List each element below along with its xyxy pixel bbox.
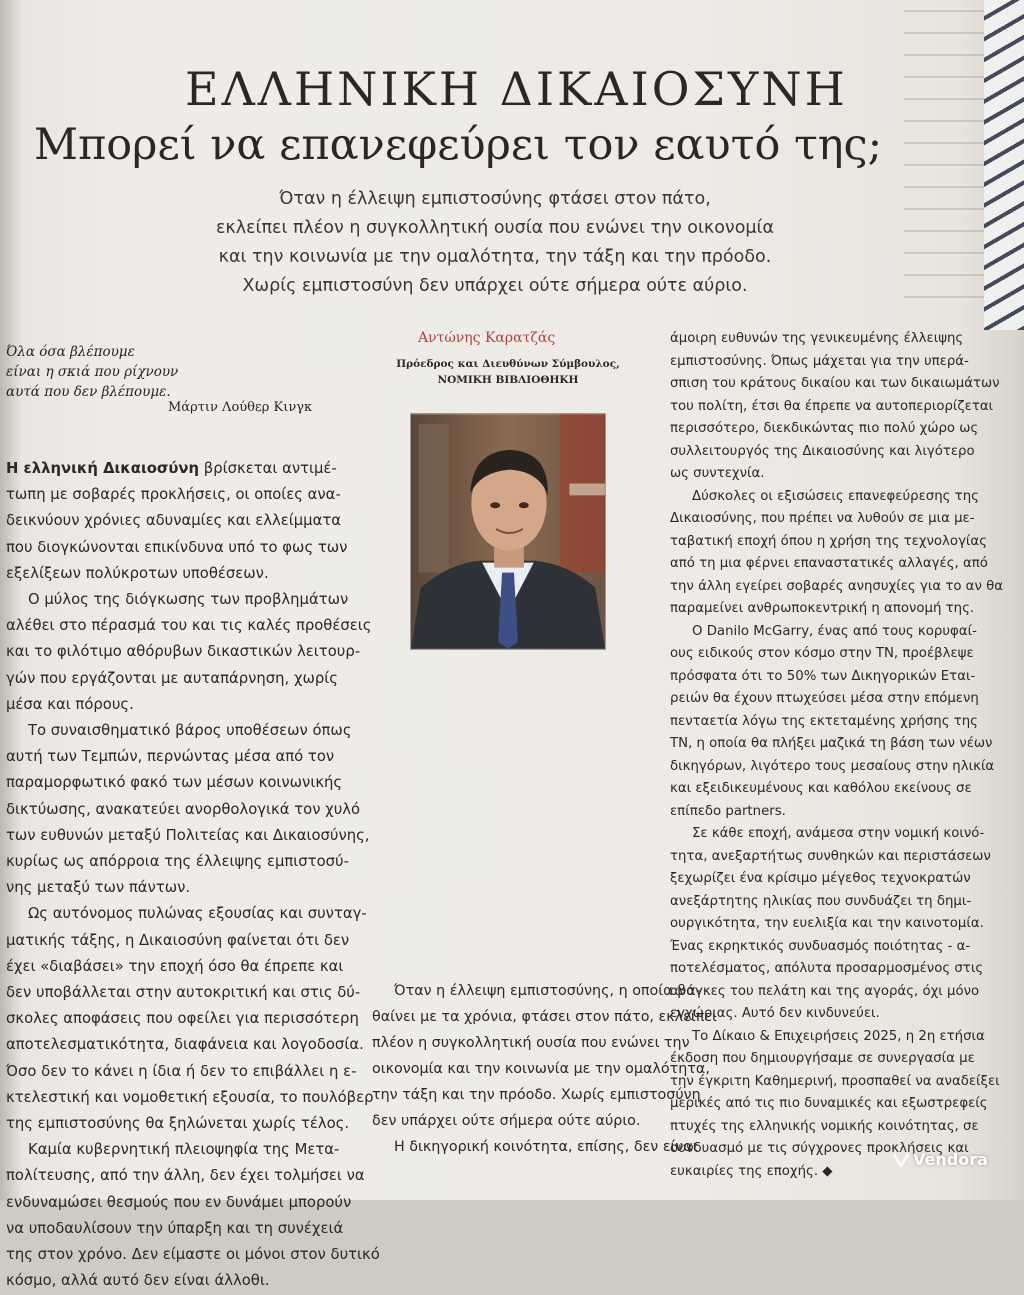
epigraph-line: αυτά που δεν βλέπουμε.: [6, 384, 171, 400]
text-line: επίπεδο partners.: [670, 803, 786, 819]
text-line: δεν υποβάλλεται στην αυτοκριτική και στις δύ-: [6, 984, 361, 1002]
text-line: της εμπιστοσύνης θα ξηλώνεται χωρίς τέλος.: [6, 1115, 350, 1133]
text-line: και το φιλότιμο αθόρυβων δικαστικών λειτουρ-: [6, 643, 361, 661]
lede-line: Όταν η έλλειψη εμπιστοσύνης φτάσει στον πάτο,: [279, 189, 711, 209]
text-line: των ευθυνών μεταξύ Πολιτείας και Δικαιοσύνης,: [6, 826, 370, 844]
author-company: ΝΟΜΙΚΗ ΒΙΒΛΙΟΘΗΚΗ: [437, 374, 579, 386]
author-title: Πρόεδρος και Διευθύνων Σύμβουλος,: [396, 358, 620, 370]
text-line: τωπη με σοβαρές προκλήσεις, οι οποίες ανα-: [6, 486, 341, 504]
text-line: πρόσφατα ότι το 50% των Δικηγορικών Εται-: [670, 668, 976, 684]
vendora-logo-icon: [893, 1153, 909, 1167]
text-line: Σε κάθε εποχή, ανάμεσα στην νομική κοινό-: [692, 826, 985, 841]
lead-bold: Η ελληνική Δικαιοσύνη: [6, 460, 200, 477]
text-line: παραμείνει ανθρωποκεντρική η απονομή της.: [670, 601, 975, 616]
text-line: δεικνύουν χρόνιες αδυναμίες και ελλείμματα: [6, 512, 341, 530]
lede-line: και την κοινωνία με την ομαλότητα, την τάξη και την πρόοδο.: [218, 247, 772, 267]
text-line: από τη μια φέρνει επαναστατικές αλλαγές, από: [670, 556, 988, 571]
text-line: αλέθει στο πέρασμά του και τις καλές προθέσεις: [6, 617, 372, 635]
text-line: πλέον η συγκολλητική ουσία που ενώνει την: [372, 1035, 690, 1051]
text-line: δικτύωσης, ανακατεύει ανορθολογικά τον χυλό: [6, 800, 361, 818]
epigraph: [6, 342, 326, 402]
text-line: πολίτευσης, από την άλλη, δεν έχει τολμήσει να: [6, 1167, 365, 1185]
lede-line: Χωρίς εμπιστοσύνη δεν υπάρχει ούτε σήμερα ούτε αύριο.: [242, 276, 748, 296]
text-line: ευκαιρίες της εποχής. ◆: [670, 1163, 833, 1179]
text-line: Όσο δεν το κάνει η ίδια ή δεν το επιβάλλει η ε-: [6, 1062, 357, 1080]
page-headline: ΕΛΛΗΝΙΚΗ ΔΙΚΑΙΟΣΥΝΗ: [185, 62, 848, 116]
text-line: παραμορφωτικό φακό των μέσων κοινωνικής: [6, 774, 343, 792]
epigraph-line: Όλα όσα βλέπουμε: [6, 344, 135, 360]
text-line: ξεχωρίζει ένα κρίσιμο μέγεθος τεχνοκρατών: [670, 871, 971, 886]
text-line: έχει «διαβάσει» την εποχή όσο θα έπρεπε και: [6, 957, 344, 975]
text-line: ενδυναμώσει θεσμούς που εν δυνάμει μπορούν: [6, 1193, 352, 1211]
text-line: άμοιρη ευθυνών της γενικευμένης έλλειψης: [670, 331, 964, 346]
text-line: Όταν η έλλειψη εμπιστοσύνης, η οποία βα-: [394, 983, 701, 999]
vendora-watermark: [893, 1150, 988, 1169]
text-line: ους ειδικούς στον κόσμο στην ΤΝ, προέβλεψε: [670, 646, 974, 661]
text-line: ποτελέσματος, απόλυτα προσαρμοσμένος στις: [670, 961, 984, 976]
text-line: μερικές από τις πιο δυναμικές και εξωστρεφείς: [670, 1096, 988, 1111]
text-line: ματικής τάξης, η Δικαιοσύνη φαίνεται ότι δεν: [6, 931, 350, 949]
text-line: Ως αυτόνομος πυλώνας εξουσίας και συνταγ-: [28, 905, 367, 923]
text-line: πτυχές της ελληνικής νομικής κοινότητας, σε: [670, 1118, 979, 1134]
text-line: Ένας εκρηκτικός συνδυασμός ποιότητας - α-: [670, 938, 971, 954]
text-line: συλλειτουργός της Δικαιοσύνης και λιγότερο: [670, 443, 975, 459]
text-line: πενταετία λόγω της εκτεταμένης χρήσης της: [670, 713, 978, 729]
text-line: περισσότερο, διεκδικώντας πιο πολύ χώρο ως: [670, 421, 979, 436]
text-line: την τάξη και την πρόοδο. Χωρίς εμπιστοσύνη: [372, 1087, 701, 1103]
text-line: έκδοση που δημιουργήσαμε σε συνεργασία με: [670, 1051, 975, 1066]
text-line: να υποδαυλίσουν την ύπαρξη και τη συνέχειά: [6, 1219, 344, 1237]
text-line: κόσμο, αλλά αυτό δεν είναι άλλοθι.: [6, 1272, 270, 1290]
text-line: Ο μύλος της διόγκωσης των προβλημάτων: [28, 591, 349, 609]
text-line: οικονομία και την κοινωνία με την ομαλότητα,: [372, 1061, 710, 1077]
striped-fabric: [984, 0, 1024, 330]
right-column: [670, 328, 1020, 1183]
text-line: ΤΝ, η οποία θα πλήξει μαζικά τη βάση των νέων: [670, 736, 993, 751]
page-subheadline: Μπορεί να επανεφεύρει τον εαυτό της;: [34, 120, 883, 170]
author-photo: [410, 413, 606, 650]
epigraph-line: είναι η σκιά που ρίχνουν: [6, 364, 179, 380]
text-line: ως συντεχνία.: [670, 466, 765, 481]
text-line: Δικαιοσύνης, που πρέπει να λυθούν σε μια με-: [670, 511, 975, 526]
text-line: ανεξάρτητης ηλικίας που συνδυάζει τη δημι-: [670, 893, 972, 909]
text-line: σπιση του κράτους δικαίου και των δικαιωμάτων: [670, 376, 1000, 391]
text-line: κυρίως ως απόρροια της έλλειψης εμπιστοσύ-: [6, 853, 349, 871]
text-line: θαίνει με τα χρόνια, φτάσει στον πάτο, εκλείπει: [372, 1009, 717, 1025]
text-line: και εξειδικευμένους και καθόλου εκείνους σε: [670, 781, 972, 796]
lede: [150, 185, 840, 301]
vendora-label: Vendora: [913, 1150, 988, 1169]
author-role: [388, 356, 628, 388]
text-line: ταβατική εποχή όπου η χρήση της τεχνολογίας: [670, 533, 988, 549]
text-line: γών που εργάζονται με αυταπάρνηση, χωρίς: [6, 669, 338, 687]
text-line: αυτή των Τεμπών, περνώντας μέσα από τον: [6, 748, 335, 766]
text-line: της στον χρόνο. Δεν είμαστε οι μόνοι στον δυτικό: [6, 1246, 380, 1264]
text-line: δικηγόρων, λιγότερο τους μεσαίους στην ηλικία: [670, 758, 995, 774]
text-line: Ο Danilo McGarry, ένας από τους κορυφαί-: [692, 623, 977, 639]
text-line: κτελεστική και νομοθετική εξουσία, το πουλόβερ: [6, 1088, 374, 1106]
text-line: εγχώριας. Αυτό δεν κινδυνεύει.: [670, 1006, 880, 1021]
text-line: Δύσκολες οι εξισώσεις επανεφεύρεσης της: [692, 488, 979, 504]
text-line: [6, 456, 346, 482]
text-line: μέσα και πόρους.: [6, 695, 134, 713]
text-line: ρειών θα έχουν πτωχεύσει μέσα στην επόμενη: [670, 691, 979, 706]
text-line: ουργικότητα, την ευελιξία και την καινοτομία.: [670, 916, 984, 931]
text-line: του πολίτη, έτσι θα έπρεπε να αυτοπεριορίζεται: [670, 398, 994, 414]
middle-column: [372, 978, 717, 1160]
text-line: εμπιστοσύνης. Όπως μάχεται για την υπερά-: [670, 353, 969, 369]
author-name: Αντώνης Καρατζάς: [418, 330, 556, 346]
text-line: Το Δίκαιο & Επιχειρήσεις 2025, η 2η ετήσια: [692, 1028, 985, 1044]
text-line: νης μεταξύ των πάντων.: [6, 879, 191, 897]
text-line: συνδυασμό με τις σύγχρονες προκλήσεις και: [670, 1141, 969, 1156]
text-line: την άλλη εγείρει σοβαρές ανησυχίες για το αν θα: [670, 578, 1003, 594]
text-line: Καμία κυβερνητική πλειοψηφία της Μετα-: [28, 1141, 340, 1159]
text-line: σκολες αποφάσεις που οφείλει για περισσότερη: [6, 1010, 359, 1028]
text-line: εξελίξεων πολύκροτων υποθέσεων.: [6, 564, 269, 582]
text-line: την έγκριτη Καθημερινή, προσπαθεί να αναδείξει: [670, 1073, 1000, 1089]
text-line: Η δικηγορική κοινότητα, επίσης, δεν είναι: [394, 1139, 698, 1155]
epigraph-author: Μάρτιν Λούθερ Κινγκ: [168, 400, 313, 415]
facing-page-text: [904, 10, 984, 310]
text-line: αποτελεσματικότητα, διαφάνεια και λογοδοσία.: [6, 1036, 364, 1054]
text-line: τητα, ανεξαρτήτως συνθηκών και περιστάσεων: [670, 848, 991, 864]
text-line: Το συναισθηματικό βάρος υποθέσεων όπως: [28, 722, 352, 740]
text-line: που διογκώνονται επικίνδυνα υπό το φως των: [6, 538, 348, 556]
lede-line: εκλείπει πλέον η συγκολλητική ουσία που ενώνει την οικονομία: [215, 218, 775, 238]
left-column: [6, 456, 380, 1295]
text-line: δεν υπάρχει ούτε σήμερα ούτε αύριο.: [372, 1113, 641, 1129]
text-line: ανάγκες του πελάτη και της αγοράς, όχι μόνο: [670, 983, 980, 999]
text-line: βρίσκεται αντιμέ-: [199, 460, 337, 477]
